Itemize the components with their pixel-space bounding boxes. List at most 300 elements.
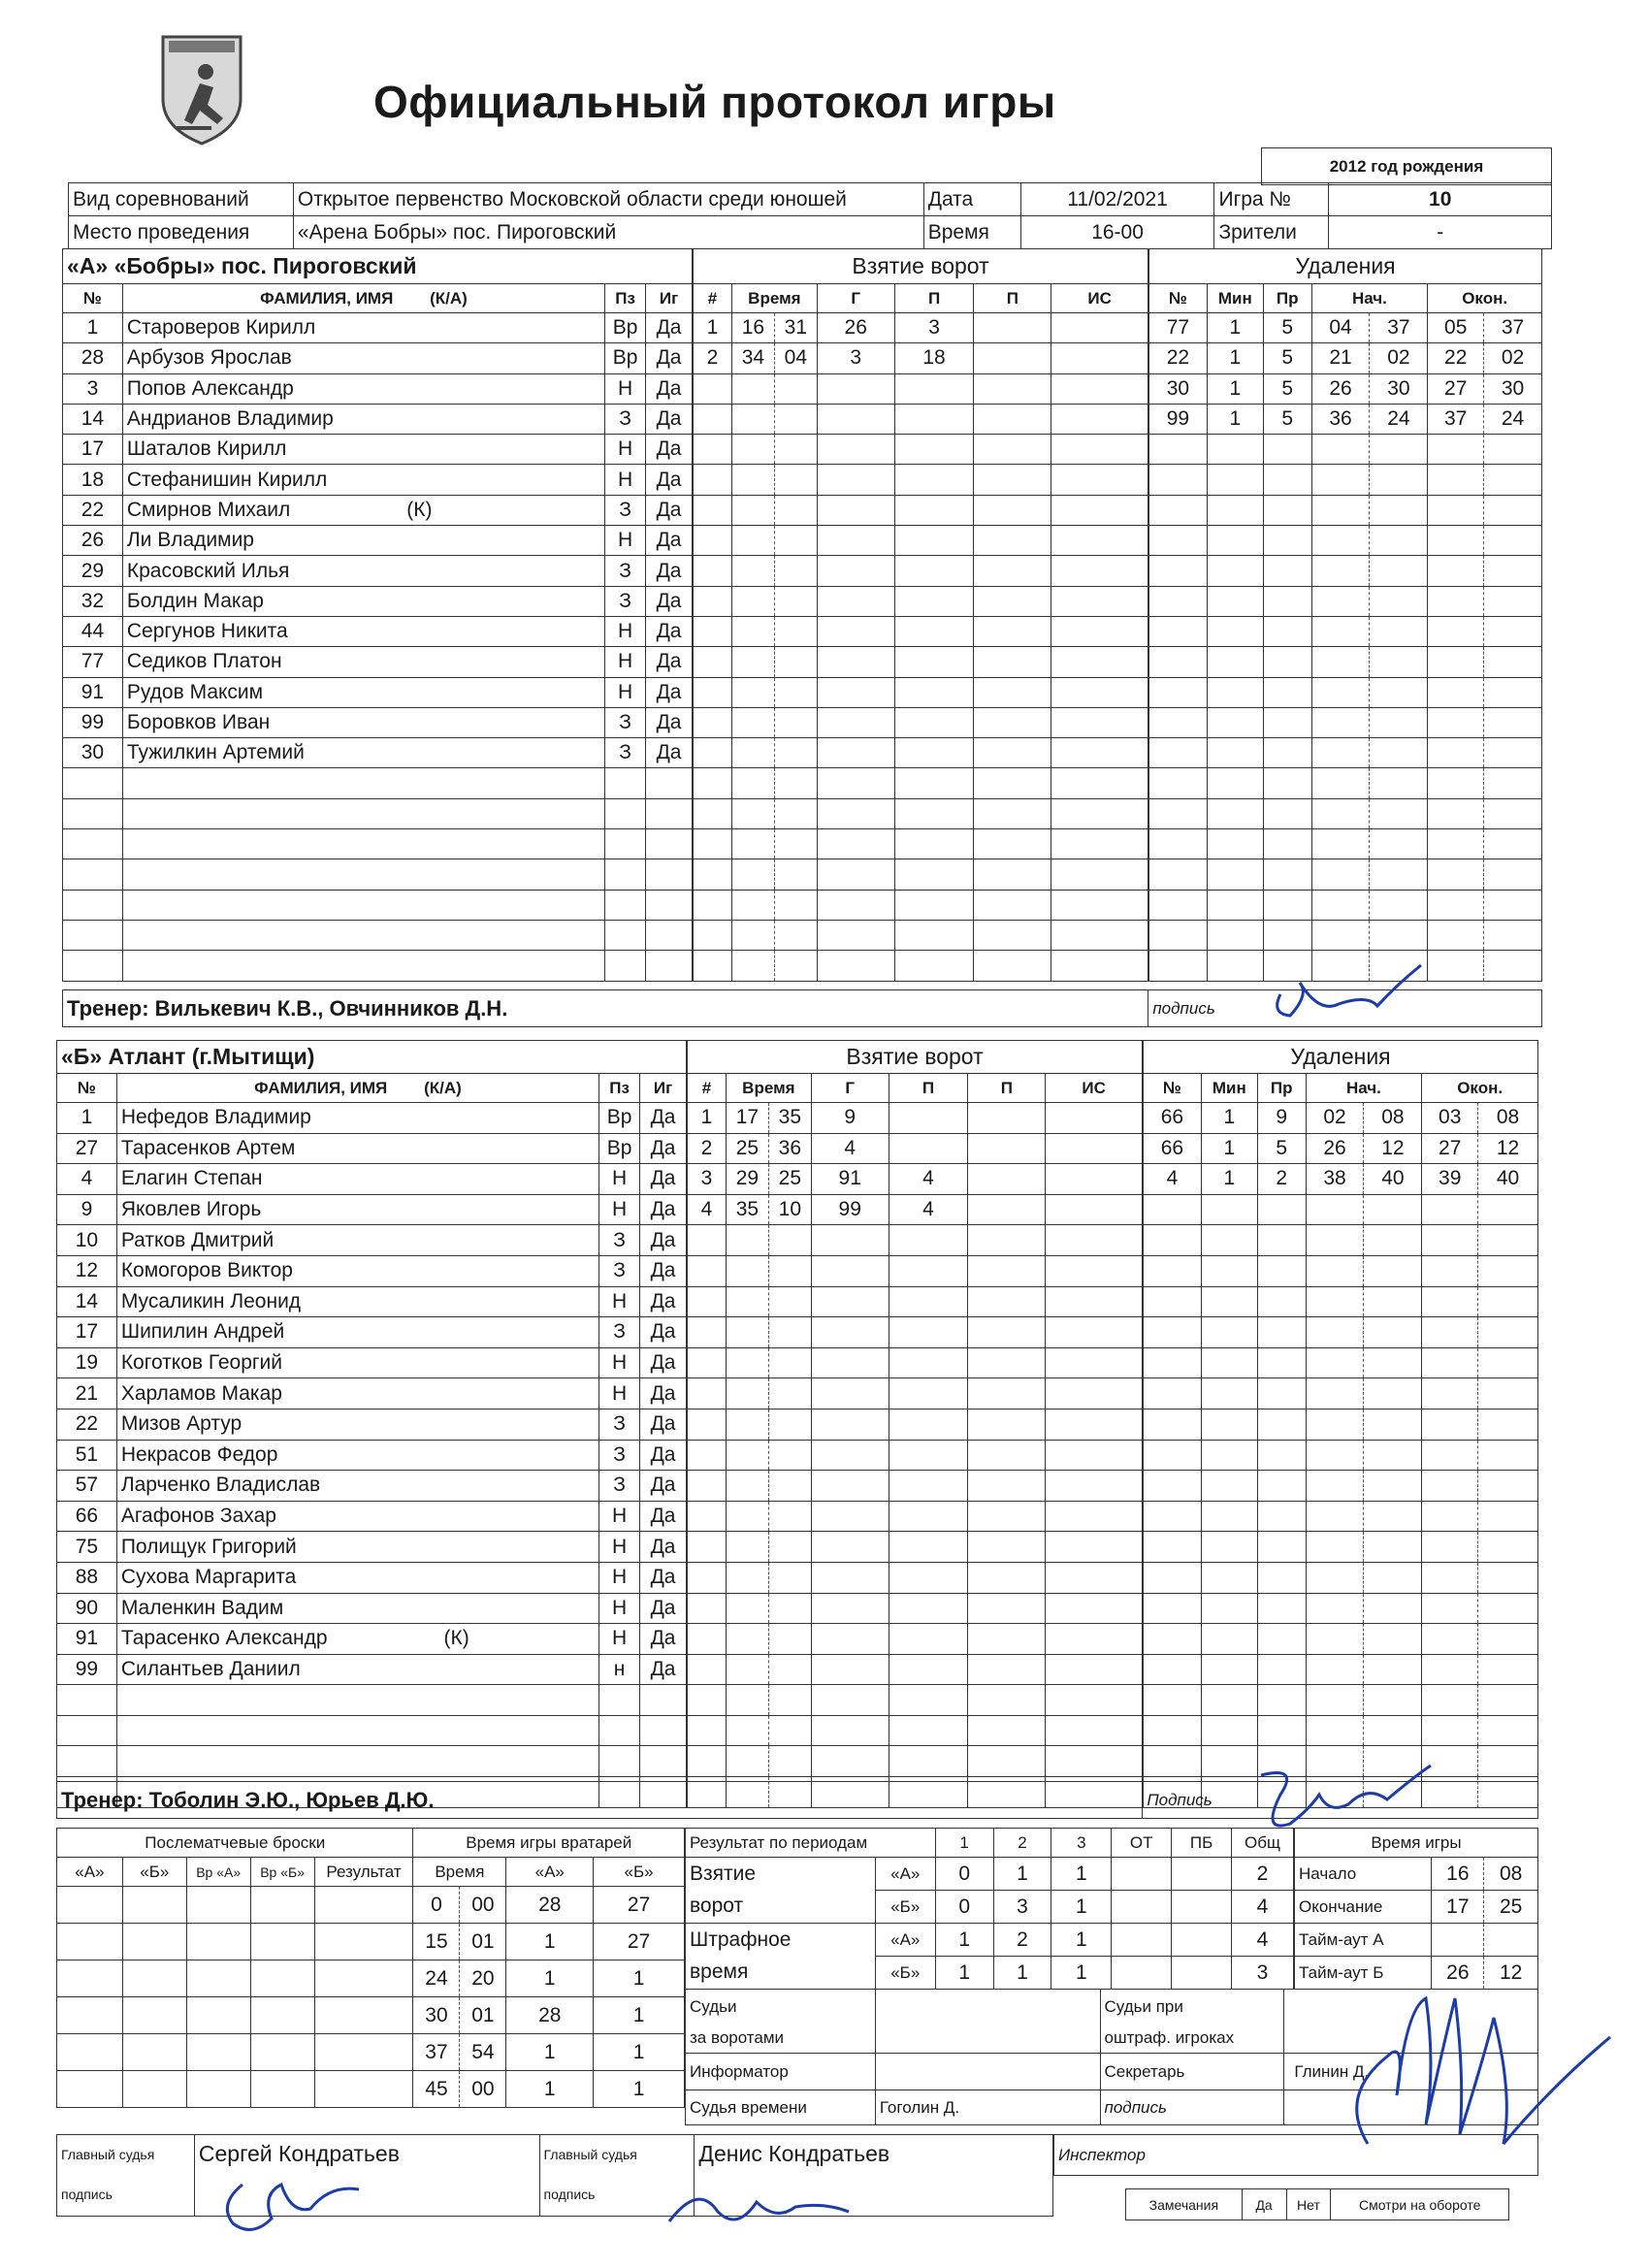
goal-second	[768, 1562, 811, 1593]
goal-number	[694, 586, 732, 616]
goal-scorer	[817, 404, 894, 434]
penalty-start-sec	[1370, 738, 1428, 768]
goalie-minute: 15	[413, 1924, 460, 1960]
player-played: Да	[640, 1286, 687, 1317]
period-col-1: 1	[935, 1829, 993, 1858]
penalty-player	[1149, 616, 1208, 646]
goal-situation	[1046, 1255, 1143, 1286]
team-b-goals	[687, 1040, 1143, 1808]
penalty-minutes	[1201, 1317, 1257, 1348]
player-position: З	[599, 1317, 640, 1348]
goal-number	[694, 677, 732, 707]
penalty-reason	[1263, 616, 1311, 646]
penalty-start-min: 26	[1306, 1133, 1364, 1164]
goal-scorer	[817, 677, 894, 707]
penalty-start-min	[1311, 677, 1370, 707]
goalie-second: 00	[460, 2071, 506, 2108]
goal-assist-2	[968, 1103, 1046, 1134]
penalty-end-sec	[1484, 798, 1542, 828]
empty-cell	[122, 798, 604, 828]
period-col-3: 3	[1051, 1829, 1112, 1858]
penalty-end-min: 27	[1422, 1133, 1478, 1164]
goal-row	[694, 495, 1148, 525]
goal-number	[694, 373, 732, 404]
penalty-row	[1144, 1103, 1538, 1134]
team-a-signature-label: подпись	[1148, 990, 1542, 1027]
col-name: ФАМИЛИЯ, ИМЯ (К/А)	[116, 1074, 598, 1103]
penalty-row	[1149, 373, 1542, 404]
goal-situation	[1051, 890, 1148, 920]
goal-row	[694, 859, 1148, 890]
penalty-player	[1149, 859, 1208, 890]
shootout-cell	[250, 2034, 314, 2071]
player-name	[116, 1317, 598, 1348]
penalty-start-min	[1306, 1685, 1364, 1716]
penalty-player	[1149, 798, 1208, 828]
penalty-end-min	[1428, 435, 1484, 465]
periods-title: Результат по периодам	[686, 1829, 936, 1858]
penalty-reason	[1257, 1317, 1306, 1348]
pen-col-end: Окон.	[1422, 1074, 1538, 1103]
goal-situation	[1051, 768, 1148, 798]
penalty-minutes	[1201, 1255, 1257, 1286]
player-row	[57, 1255, 687, 1286]
player-name-text: Сухова Маргарита	[120, 1566, 297, 1589]
goal-minute	[726, 1317, 768, 1348]
shootout-cell	[122, 2034, 186, 2071]
goal-assist-2	[968, 1133, 1046, 1164]
goalie-b: 1	[594, 1997, 685, 2034]
player-row	[63, 647, 693, 677]
goalie-row	[57, 2071, 685, 2108]
penalty-minutes	[1201, 1378, 1257, 1409]
pen-col-start: Нач.	[1306, 1074, 1422, 1103]
penalty-start-min	[1306, 1317, 1364, 1348]
goal-assist-1	[889, 1715, 968, 1746]
empty-cell	[646, 890, 693, 920]
goal-row	[688, 1347, 1143, 1378]
player-position: Н	[599, 1562, 640, 1593]
player-row	[57, 1593, 687, 1624]
player-number: 18	[63, 465, 123, 495]
pim-label-2: время	[686, 1957, 876, 1990]
penalty-player	[1149, 890, 1208, 920]
player-played: Да	[640, 1255, 687, 1286]
remarks-box	[1125, 2188, 1509, 2220]
goal-scorer	[817, 859, 894, 890]
penalty-minutes	[1201, 1562, 1257, 1593]
goal-second	[768, 1746, 811, 1777]
goal-situation	[1051, 616, 1148, 646]
penalty-start-min	[1311, 526, 1370, 556]
penalty-reason: 9	[1257, 1103, 1306, 1134]
goal-assist-1	[889, 1654, 968, 1685]
penalty-row	[1144, 1378, 1538, 1409]
penalty-reason	[1257, 1532, 1306, 1563]
penalty-minutes	[1207, 435, 1263, 465]
player-played: Да	[640, 1409, 687, 1440]
penalty-end-sec	[1478, 1532, 1538, 1563]
penalty-end-sec	[1478, 1593, 1538, 1624]
goal-assist-2	[968, 1654, 1046, 1685]
player-number: 14	[57, 1286, 117, 1317]
goalie-time-title: Время игры вратарей	[413, 1829, 685, 1858]
penalty-end-min	[1422, 1409, 1478, 1440]
player-number: 77	[63, 647, 123, 677]
penalty-reason: 5	[1263, 343, 1311, 373]
goal-scorer	[811, 1440, 889, 1471]
goal-situation	[1046, 1194, 1143, 1225]
goal-second	[768, 1715, 811, 1746]
shootout-col-gk-a: Вр «А»	[186, 1858, 250, 1887]
player-played: Да	[646, 526, 693, 556]
penalty-player	[1149, 920, 1208, 950]
goal-situation	[1051, 738, 1148, 768]
player-number: 57	[57, 1471, 117, 1502]
goal-col-g: Г	[817, 284, 894, 313]
goalie-minute: 45	[413, 2071, 460, 2108]
penalty-minutes	[1201, 1409, 1257, 1440]
goal-assist-2	[968, 1440, 1046, 1471]
col-ig: Иг	[640, 1074, 687, 1103]
goal-minute	[726, 1501, 768, 1532]
player-number: 21	[57, 1378, 117, 1409]
goal-assist-2	[968, 1409, 1046, 1440]
goalie-minute: 30	[413, 1997, 460, 2034]
goal-assist-2	[968, 1746, 1046, 1777]
penalty-end-sec	[1478, 1378, 1538, 1409]
timeout-a-min	[1432, 1924, 1484, 1957]
penalty-reason	[1263, 435, 1311, 465]
goal-assist-1	[889, 1378, 968, 1409]
penalty-start-sec: 30	[1370, 373, 1428, 404]
goal-second: 35	[768, 1103, 811, 1134]
goal-assist-2	[968, 1715, 1046, 1746]
goal-row	[688, 1286, 1143, 1317]
shootout-cell	[186, 1924, 250, 1960]
goal-assist-2	[968, 1255, 1046, 1286]
penalty-end-sec	[1478, 1562, 1538, 1593]
player-played: Да	[640, 1378, 687, 1409]
penalty-start-min: 38	[1306, 1164, 1364, 1195]
goal-second	[774, 920, 817, 950]
penalty-start-sec	[1364, 1532, 1422, 1563]
player-row	[57, 1164, 687, 1195]
player-name-text: Коготков Георгий	[120, 1351, 282, 1375]
penalty-start-sec	[1364, 1347, 1422, 1378]
penalty-minutes: 1	[1201, 1103, 1257, 1134]
goal-assist-1	[889, 1317, 968, 1348]
goal-number	[694, 435, 732, 465]
team-b-roster	[56, 1040, 687, 1808]
pim-b-p3: 1	[1051, 1957, 1112, 1990]
goal-minute	[726, 1378, 768, 1409]
goal-judges-value	[875, 1990, 1100, 2025]
empty-cell	[122, 829, 604, 859]
player-row	[63, 495, 693, 525]
player-number: 99	[57, 1654, 117, 1685]
player-row	[57, 1501, 687, 1532]
player-name-text: Полищук Григорий	[120, 1535, 297, 1558]
chief-judge-1-sig-label: подпись	[57, 2174, 195, 2217]
penalty-reason	[1263, 859, 1311, 890]
goal-number	[694, 404, 732, 434]
penalty-minutes	[1207, 677, 1263, 707]
penalty-row	[1149, 829, 1542, 859]
pim-a-p1: 1	[935, 1924, 993, 1957]
goal-row	[694, 404, 1148, 434]
penalty-player: 77	[1149, 313, 1208, 343]
player-position: Н	[599, 1593, 640, 1624]
penalty-player	[1149, 647, 1208, 677]
goal-minute	[726, 1685, 768, 1716]
goal-second	[768, 1501, 811, 1532]
player-row	[57, 1347, 687, 1378]
player-position: З	[605, 586, 646, 616]
start-label: Начало	[1295, 1858, 1432, 1891]
penalty-minutes	[1201, 1624, 1257, 1655]
penalty-row	[1149, 738, 1542, 768]
goalie-a: 1	[506, 1924, 594, 1960]
goal-scorer	[817, 647, 894, 677]
player-number: 17	[63, 435, 123, 465]
pim-b-total: 3	[1232, 1957, 1294, 1990]
shootout-cell	[122, 2071, 186, 2108]
chief-judge-1-signature	[213, 2165, 369, 2243]
penalty-row	[1149, 586, 1542, 616]
player-row	[63, 404, 693, 434]
player-number: 51	[57, 1440, 117, 1471]
goal-situation	[1046, 1164, 1143, 1195]
goal-row	[688, 1164, 1143, 1195]
penalty-end-min	[1428, 616, 1484, 646]
player-name-text: Староверов Кирилл	[126, 316, 316, 340]
penalty-player	[1149, 768, 1208, 798]
penalty-start-min: 21	[1311, 343, 1370, 373]
penalty-minutes	[1207, 616, 1263, 646]
shootout-cell	[314, 2034, 413, 2071]
goal-col-hash: #	[694, 284, 732, 313]
goal-assist-1	[894, 768, 974, 798]
penalty-start-sec	[1364, 1471, 1422, 1502]
goal-assist-1	[889, 1133, 968, 1164]
shootout-cell	[57, 1924, 123, 1960]
goal-row	[694, 616, 1148, 646]
goal-situation	[1046, 1624, 1143, 1655]
player-name	[122, 343, 604, 373]
penalty-end-min	[1422, 1654, 1478, 1685]
remarks-no: Нет	[1286, 2189, 1331, 2220]
player-number: 32	[63, 586, 123, 616]
penalty-start-sec	[1370, 647, 1428, 677]
penalty-reason	[1263, 707, 1311, 737]
player-name	[122, 495, 604, 525]
player-name	[122, 647, 604, 677]
goal-assist-1	[889, 1685, 968, 1716]
pim-b-ot	[1112, 1957, 1172, 1990]
penalty-reason	[1257, 1286, 1306, 1317]
penalty-player	[1144, 1194, 1202, 1225]
goal-situation	[1046, 1103, 1143, 1134]
penalty-player: 66	[1144, 1133, 1202, 1164]
goal-situation	[1046, 1562, 1143, 1593]
timeout-b-label: Тайм-аут Б	[1295, 1957, 1432, 1990]
player-name	[122, 435, 604, 465]
shootout-cell	[314, 1997, 413, 2034]
pen-title-a: Удаления	[1149, 249, 1542, 284]
goals-b-ot	[1112, 1891, 1172, 1924]
goalie-b: 27	[594, 1887, 685, 1924]
player-name-text: Ратков Дмитрий	[120, 1228, 275, 1251]
goalie-a: 28	[506, 1887, 594, 1924]
player-row	[57, 1225, 687, 1256]
penalty-end-min	[1428, 465, 1484, 495]
penalty-player	[1149, 829, 1208, 859]
goal-scorer	[817, 768, 894, 798]
penalty-row	[1144, 1501, 1538, 1532]
pen-col-end: Окон.	[1428, 284, 1542, 313]
penalty-row	[1149, 707, 1542, 737]
penalty-end-min	[1428, 707, 1484, 737]
goal-second	[774, 798, 817, 828]
player-row	[57, 1317, 687, 1348]
goal-assist-1	[889, 1440, 968, 1471]
penalty-start-sec	[1370, 435, 1428, 465]
goalie-minute: 37	[413, 2034, 460, 2071]
goal-row	[688, 1501, 1143, 1532]
shootout-cell	[186, 1887, 250, 1924]
goal-assist-2	[968, 1164, 1046, 1195]
penalty-end-min	[1422, 1378, 1478, 1409]
goals-label: Взятие	[686, 1858, 876, 1891]
player-name-text: Ли Владимир	[126, 529, 254, 552]
penalty-minutes: 1	[1201, 1133, 1257, 1164]
penalty-minutes	[1207, 738, 1263, 768]
player-row	[57, 1685, 687, 1716]
goal-assist-2	[974, 495, 1051, 525]
player-name-text: Тужилкин Артемий	[126, 741, 305, 764]
empty-cell	[63, 951, 123, 981]
penalty-start-sec	[1364, 1225, 1422, 1256]
period-col-ot: ОТ	[1112, 1829, 1172, 1858]
player-played: Да	[646, 586, 693, 616]
player-name	[116, 1286, 598, 1317]
pen-col-pr: Пр	[1257, 1074, 1306, 1103]
penalty-reason	[1257, 1593, 1306, 1624]
player-played: Да	[640, 1471, 687, 1502]
penalty-end-sec	[1478, 1194, 1538, 1225]
player-row	[63, 465, 693, 495]
birth-year: 2012 год рождения	[1262, 148, 1552, 185]
player-name	[116, 1347, 598, 1378]
player-played: Да	[640, 1347, 687, 1378]
player-name	[122, 707, 604, 737]
player-name	[116, 1194, 598, 1225]
penalty-reason	[1263, 798, 1311, 828]
penalty-end-sec	[1484, 829, 1542, 859]
player-number: 75	[57, 1532, 117, 1563]
pim-label: Штрафное	[686, 1924, 876, 1957]
penalty-end-sec: 30	[1484, 373, 1542, 404]
empty-cell	[122, 859, 604, 890]
goal-assist-2	[974, 951, 1051, 981]
penalty-end-min	[1422, 1532, 1478, 1563]
team-a-tag: «А»	[875, 1924, 935, 1957]
player-name-text: Нефедов Владимир	[120, 1106, 311, 1129]
player-number: 3	[63, 373, 123, 404]
goal-assist-1	[889, 1255, 968, 1286]
goal-minute: 25	[726, 1133, 768, 1164]
penalty-minutes	[1207, 798, 1263, 828]
pen-col-no: №	[1144, 1074, 1202, 1103]
penalty-end-min	[1428, 738, 1484, 768]
empty-cell	[122, 768, 604, 798]
chief-judge-2-signature	[660, 2173, 854, 2241]
pim-b-p1: 1	[935, 1957, 993, 1990]
player-number: 17	[57, 1317, 117, 1348]
goal-situation	[1051, 647, 1148, 677]
player-played: Да	[646, 373, 693, 404]
penalty-player: 99	[1149, 404, 1208, 434]
goal-second	[768, 1286, 811, 1317]
goal-situation	[1051, 404, 1148, 434]
player-number: 14	[63, 404, 123, 434]
goal-second	[774, 526, 817, 556]
empty-cell	[605, 768, 646, 798]
goalie-a: 1	[506, 1960, 594, 1997]
shootout-cell	[186, 1997, 250, 2034]
signature-label: подпись	[1100, 2090, 1284, 2125]
player-number: 66	[57, 1501, 117, 1532]
player-position: Н	[605, 647, 646, 677]
goal-assist-2	[968, 1194, 1046, 1225]
goal-situation	[1046, 1317, 1143, 1348]
penalty-row	[1144, 1255, 1538, 1286]
shootout-cell	[122, 1924, 186, 1960]
penalty-start-sec: 24	[1370, 404, 1428, 434]
penalty-reason	[1257, 1255, 1306, 1286]
goal-row	[688, 1409, 1143, 1440]
goals-a-p2: 1	[993, 1858, 1051, 1891]
penalty-reason	[1263, 829, 1311, 859]
goal-scorer	[811, 1286, 889, 1317]
goalie-row	[57, 1887, 685, 1924]
goal-situation	[1046, 1532, 1143, 1563]
goal-minute	[731, 404, 774, 434]
penalty-row	[1149, 768, 1542, 798]
remarks-label: Замечания	[1126, 2189, 1243, 2220]
shootout-cell	[57, 1887, 123, 1924]
goal-second	[774, 890, 817, 920]
goal-scorer	[817, 586, 894, 616]
player-row	[63, 859, 693, 890]
penalty-reason	[1257, 1409, 1306, 1440]
goal-minute	[731, 373, 774, 404]
goal-scorer: 99	[811, 1194, 889, 1225]
penalty-row	[1144, 1164, 1538, 1195]
player-played: Да	[640, 1317, 687, 1348]
goal-minute	[726, 1471, 768, 1502]
goal-second	[768, 1378, 811, 1409]
goalie-second: 20	[460, 1960, 506, 1997]
penalty-start-sec: 40	[1364, 1164, 1422, 1195]
player-name	[116, 1378, 598, 1409]
player-row	[63, 373, 693, 404]
empty-cell	[640, 1746, 687, 1777]
empty-cell	[122, 951, 604, 981]
pim-a-pb	[1172, 1924, 1232, 1957]
player-row	[57, 1194, 687, 1225]
